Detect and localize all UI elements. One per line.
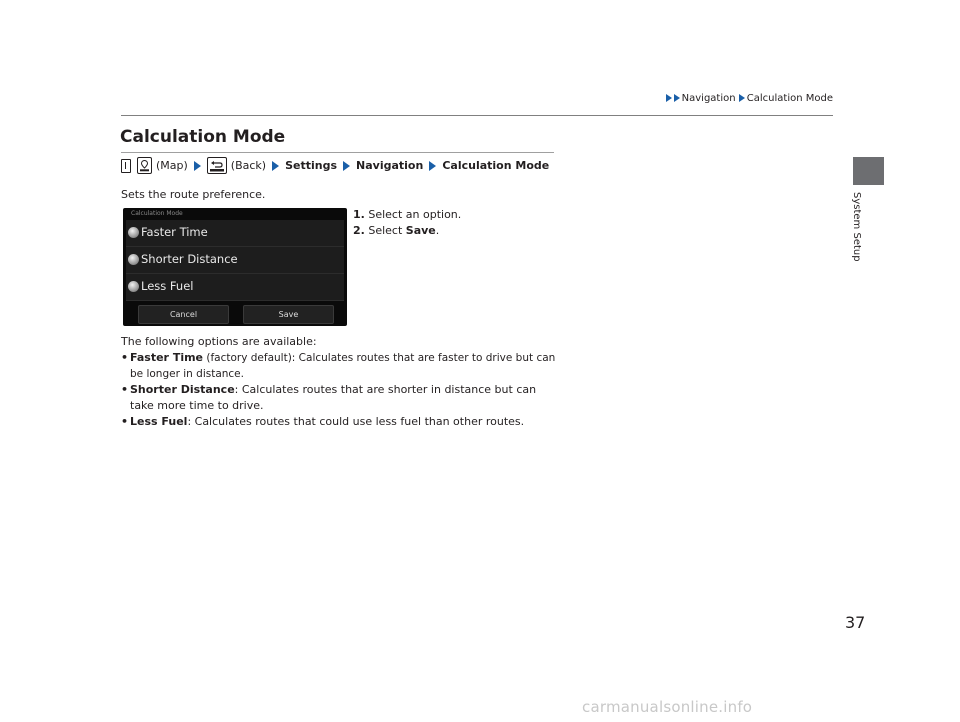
title-divider: [121, 152, 554, 153]
option-item-less-fuel: [121, 414, 561, 430]
option-name: Shorter Distance: [130, 383, 235, 396]
option-item-faster-time: [121, 350, 561, 382]
step-number: 1.: [353, 208, 365, 221]
step-after: .: [435, 224, 440, 237]
path-arrow-icon: [343, 161, 350, 171]
breadcrumb-arrow-icon: [666, 94, 672, 102]
navigation-path: [121, 157, 549, 174]
intro-text: Sets the route preference.: [121, 188, 266, 201]
map-label: (Map): [156, 159, 188, 172]
step-2: [353, 223, 461, 239]
step-text: Select an option.: [368, 208, 462, 221]
section-title: Calculation Mode: [120, 127, 286, 147]
step-list: [353, 207, 461, 239]
step-strong: Save: [405, 224, 436, 237]
step-number: 2.: [353, 224, 365, 237]
home-icon: [121, 159, 131, 173]
back-button-icon: [207, 157, 227, 174]
step-1: [353, 207, 461, 223]
path-step-navigation: Navigation: [356, 159, 424, 172]
breadcrumb-arrow-icon: [739, 94, 745, 102]
path-arrow-icon: [194, 161, 201, 171]
radio-icon[interactable]: [128, 227, 139, 238]
option-label: Faster Time: [141, 225, 208, 239]
path-step-calculation-mode: Calculation Mode: [442, 159, 550, 172]
option-name: Faster Time: [130, 351, 204, 364]
option-item-shorter-distance: [121, 382, 561, 414]
watermark: carmanualsonline.info: [582, 698, 753, 716]
option-name: Less Fuel: [130, 415, 188, 428]
path-arrow-icon: [429, 161, 436, 171]
path-arrow-icon: [272, 161, 279, 171]
breadcrumb: [0, 93, 833, 104]
page-number: 37: [845, 613, 866, 632]
option-desc: : Calculates routes that could use less fuel than other routes.: [187, 415, 525, 428]
option-desc: (factory default): Calculates routes that are faster to drive but can be longer in distance.: [130, 352, 556, 380]
screen-title: Calculation Mode: [131, 210, 183, 217]
cancel-button[interactable]: Cancel: [138, 305, 229, 324]
chapter-tab: [853, 157, 884, 185]
options-description: [121, 334, 561, 430]
path-step-settings: Settings: [285, 159, 338, 172]
breadcrumb-current: Calculation Mode: [746, 93, 833, 104]
radio-icon[interactable]: [128, 254, 139, 265]
option-shorter-distance[interactable]: [126, 247, 344, 274]
breadcrumb-arrow-icon: [674, 94, 680, 102]
breadcrumb-parent[interactable]: Navigation: [681, 93, 736, 104]
option-desc: : Calculates routes that are shorter in distance but can take more time to drive.: [130, 383, 537, 412]
options-intro: The following options are available:: [121, 335, 317, 348]
step-text: Select: [368, 224, 406, 237]
save-button[interactable]: Save: [243, 305, 334, 324]
map-button-icon: [137, 157, 152, 174]
option-label: Shorter Distance: [141, 252, 238, 266]
back-label: (Back): [230, 159, 267, 172]
device-screenshot: [123, 208, 347, 326]
option-faster-time[interactable]: [126, 220, 344, 247]
header-divider: [121, 115, 833, 116]
option-less-fuel[interactable]: [126, 274, 344, 301]
option-label: Less Fuel: [141, 279, 194, 293]
radio-icon[interactable]: [128, 281, 139, 292]
chapter-tab-label: System Setup: [851, 192, 862, 262]
chapter-tab-label-wrap: [850, 192, 864, 272]
